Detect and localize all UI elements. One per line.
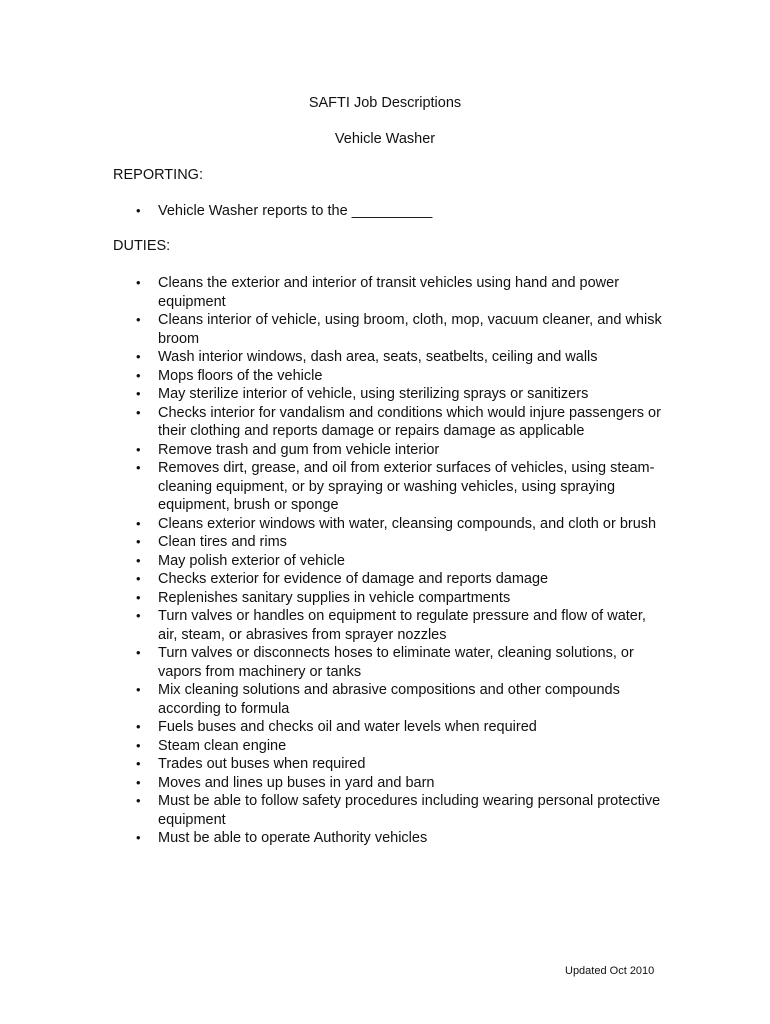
- list-item-text: Fuels buses and checks oil and water levels when required: [158, 719, 537, 735]
- list-item-text: Must be able to operate Authority vehicles: [158, 830, 428, 846]
- list-item-text: Steam clean engine: [158, 737, 287, 754]
- list-item: [0, 274, 668, 311]
- list-item-text: Remove trash and gum from vehicle interior: [158, 441, 440, 458]
- bullet-icon: •: [136, 552, 141, 568]
- bullet-icon: •: [136, 203, 141, 218]
- list-item-text: May polish exterior of vehicle: [158, 552, 345, 569]
- list-item: [0, 441, 668, 460]
- document-title: SAFTI Job Descriptions: [308, 95, 462, 111]
- list-item-text: Moves and lines up buses in yard and barn: [158, 774, 435, 791]
- list-item-text: Clean tires and rims: [158, 534, 287, 550]
- list-item: [0, 311, 668, 348]
- job-title: Vehicle Washer: [334, 131, 436, 147]
- bullet-icon: •: [136, 645, 141, 660]
- list-item-text: Trades out buses when required: [158, 756, 366, 772]
- bullet-icon: •: [136, 571, 141, 586]
- list-item-text: Cleans interior of vehicle, using broom, cloth, mop, vacuum cleaner, and whisk broom: [158, 312, 662, 347]
- list-item: [0, 367, 668, 386]
- list-item-text: Mops floors of the vehicle: [158, 367, 323, 384]
- reporting-heading: REPORTING:: [113, 167, 203, 183]
- list-item: [0, 755, 668, 774]
- list-item: [0, 607, 668, 644]
- list-item: [0, 385, 668, 404]
- bullet-icon: •: [136, 719, 141, 734]
- bullet-icon: •: [136, 737, 141, 753]
- bullet-icon: •: [136, 774, 141, 790]
- list-item-text: Vehicle Washer reports to the __________: [158, 203, 433, 219]
- list-item-text: Cleans the exterior and interior of transit vehicles using hand and power equipment: [158, 275, 620, 310]
- bullet-icon: •: [136, 682, 141, 697]
- list-item: [0, 404, 668, 441]
- bullet-icon: •: [136, 386, 141, 401]
- list-item: [0, 515, 668, 534]
- list-item: [0, 829, 668, 848]
- list-item: [0, 459, 668, 515]
- list-item-text: Turn valves or handles on equipment to regulate pressure and flow of water, air, steam, or abrasives from sprayer nozzles: [158, 608, 646, 643]
- bullet-icon: •: [136, 515, 141, 531]
- bullet-icon: •: [136, 756, 141, 771]
- list-item-text: Replenishes sanitary supplies in vehicle compartments: [158, 589, 511, 606]
- bullet-icon: •: [136, 589, 141, 605]
- list-item: [0, 202, 668, 221]
- list-item-text: Wash interior windows, dash area, seats, seatbelts, ceiling and walls: [158, 349, 598, 365]
- bullet-icon: •: [136, 441, 141, 457]
- bullet-icon: •: [136, 349, 141, 364]
- list-item: [0, 737, 668, 756]
- bullet-icon: •: [136, 404, 141, 420]
- bullet-icon: •: [136, 312, 141, 327]
- reporting-list: [0, 202, 668, 221]
- list-item-text: May sterilize interior of vehicle, using sterilizing sprays or sanitizers: [158, 386, 589, 402]
- list-item-text: Must be able to follow safety procedures including wearing personal protective equipment: [158, 793, 661, 828]
- bullet-icon: •: [136, 534, 141, 549]
- list-item-text: Cleans exterior windows with water, cleansing compounds, and cloth or brush: [158, 515, 657, 532]
- list-item-text: Removes dirt, grease, and oil from exterior surfaces of vehicles, using steam-cleaning equipment, or by spraying or washing vehicles, using spraying equipment, brush or sponge: [158, 460, 655, 513]
- bullet-icon: •: [136, 793, 141, 808]
- bullet-icon: •: [136, 367, 141, 383]
- list-item: [0, 774, 668, 793]
- list-item: [0, 533, 668, 552]
- list-item-text: Turn valves or disconnects hoses to eliminate water, cleaning solutions, or vapors from machinery or tanks: [158, 645, 634, 680]
- bullet-icon: •: [136, 608, 141, 623]
- bullet-icon: •: [136, 275, 141, 290]
- duties-heading: DUTIES:: [113, 238, 171, 254]
- list-item: [0, 552, 668, 571]
- updated-date: Updated Oct 2010: [565, 965, 655, 977]
- list-item: [0, 570, 668, 589]
- bullet-icon: •: [136, 830, 141, 845]
- list-item: [0, 792, 668, 829]
- list-item-text: Checks interior for vandalism and conditions which would injure passengers or their clothing and reports damage or repairs damage as applicable: [158, 404, 661, 439]
- list-item-text: Checks exterior for evidence of damage and reports damage: [158, 571, 549, 587]
- bullet-icon: •: [136, 460, 141, 475]
- list-item: [0, 589, 668, 608]
- list-item-text: Mix cleaning solutions and abrasive compositions and other compounds according to formula: [158, 682, 620, 717]
- list-item: [0, 348, 668, 367]
- list-item: [0, 718, 668, 737]
- list-item: [0, 644, 668, 681]
- list-item: [0, 681, 668, 718]
- duties-list: [0, 274, 668, 848]
